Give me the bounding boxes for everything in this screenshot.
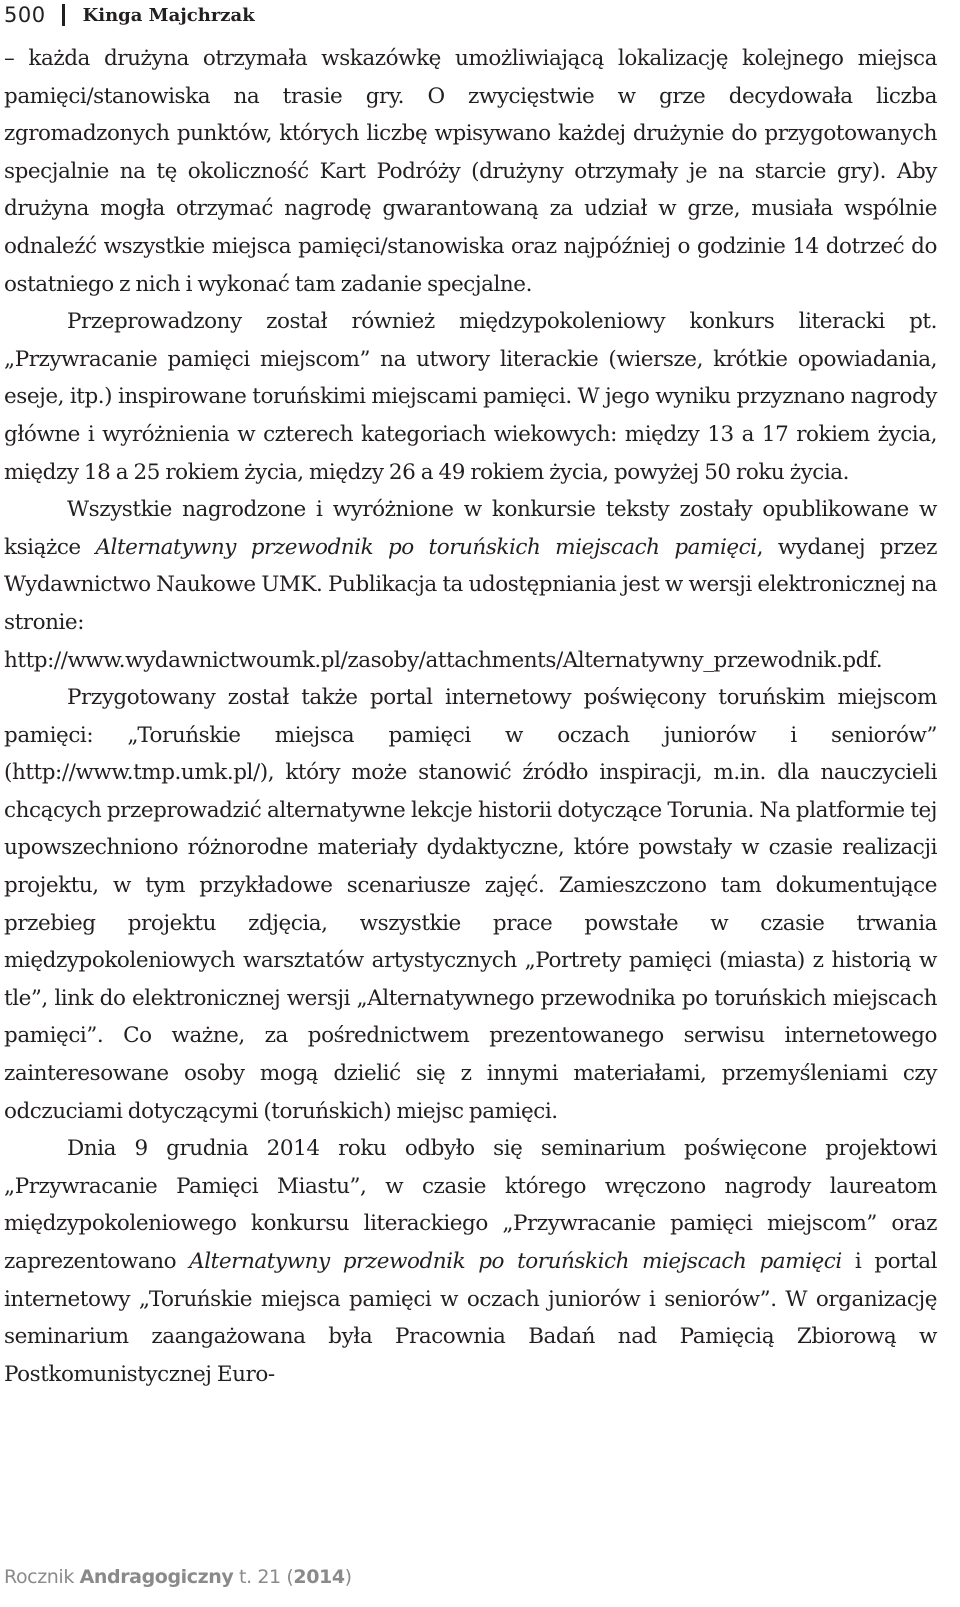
paragraph-text: – każda drużyna otrzymała wskazówkę umożliwiającą lokalizację kolejnego miejsca pamięci/stanowiska na trasie gry. O zwycięstwie w grze decydowała liczba zgromadzonych punktów, których liczbę wpisywano każdej drużynie do przygotowanych specjalnie na tę okoliczność Kart Podróży (drużyny otrzymały je na starcie gry). Aby drużyna mogła otrzymać nagrodę gwarantowaną za udział w grze, musiała wspólnie odnaleźć wszystkie miejsca pamięci/stanowiska oraz najpóźniej o godzinie 14 dotrzeć do ostatniego z nich i wykonać tam zadanie specjalne. [4, 46, 937, 297]
paragraph-text: Wszystkie nagrodzone i wyróżnione w konkursie teksty zostały opublikowane w książce [4, 497, 937, 560]
footer-close: ) [344, 1566, 352, 1588]
book-title-italic: Alternatywny przewodnik po toruńskich miejscach pamięci [95, 534, 757, 560]
running-head [4, 0, 255, 32]
book-title-italic: Alternatywny przewodnik po toruńskich miejscach pamięci [189, 1249, 842, 1274]
page-number: 500 [4, 3, 46, 27]
article-body [4, 40, 937, 1393]
footer-journal-prefix: Rocznik [4, 1566, 80, 1588]
paragraph-text: , wydanej przez Wydawnictwo Naukowe UMK. Publikacja ta udostępniania jest w wersji elektronicznej na stronie: http://www.wydawnictwoumk.pl/zasoby/attachments/Alternatywny_przewodnik.pdf. [4, 534, 937, 673]
paragraph-text: Przeprowadzony został również międzypokoleniowy konkurs literacki pt. „Przywracanie pamięci miejscom” na utwory literackie (wiersze, krótkie opowiadania, eseje, itp.) inspirowane toruńskimi miejscami pamięci. W jego wyniku przyznano nagrody główne i wyróżnienia w czterech kategoriach wiekowych: między 13 a 17 rokiem życia, między 18 a 25 rokiem życia, między 26 a 49 rokiem życia, powyżej 50 roku życia. [4, 309, 937, 485]
header-divider [62, 4, 65, 26]
paragraph [4, 303, 937, 491]
paragraph [4, 40, 937, 303]
paragraph [4, 1130, 937, 1393]
running-head-author: Kinga Majchrzak [82, 4, 255, 26]
paragraph-text: Przygotowany został także portal internetowy poświęcony toruńskim miejscom pamięci: „Toruńskie miejsca pamięci w oczach juniorów i seniorów” (http://www.tmp.umk.pl/), który może stanowić źródło inspiracji, m.in. dla nauczycieli chcących przeprowadzić alternatywne lekcje historii dotyczące Torunia. Na platformie tej upowszechniono różnorodne materiały dydaktyczne, które powstały w czasie realizacji projektu, w tym przykładowe scenariusze zajęć. Zamieszczono tam dokumentujące przebieg projektu zdjęcia, wszystkie prace powstałe w czasie trwania międzypokoleniowych warsztatów artystycznych „Portrety pamięci (miasta) z historią w tle”, link do elektronicznej wersji „Alternatywnego przewodnika po toruńskich miejscach pamięci”. Co ważne, za pośrednictwem prezentowanego serwisu internetowego zainteresowane osoby mogą dzielić się z innymi materiałami, przemyśleniami czy odczuciami dotyczącymi (toruńskich) miejsc pamięci. [4, 685, 937, 1124]
paragraph-text: Dnia 9 grudnia 2014 roku odbyło się seminarium poświęcone projektowi „Przywracanie Pamięci Miastu”, w czasie którego wręczono nagrody laureatom międzypokoleniowego konkursu literackiego „Przywracanie pamięci miejscom” oraz zaprezentowano [4, 1136, 937, 1274]
footer-journal-name: Andragogiczny [79, 1566, 234, 1588]
paragraph-text: i portal internetowy „Toruńskie miejsca pamięci w oczach juniorów i seniorów”. W organizację seminarium zaangażowana była Pracownia Badań nad Pamięcią Zbiorową w Postkomunistycznej Euro- [4, 1249, 937, 1387]
paragraph [4, 491, 937, 679]
footer-year: 2014 [293, 1566, 345, 1588]
paragraph [4, 679, 937, 1130]
journal-footer [4, 1566, 352, 1588]
footer-volume: t. 21 ( [233, 1566, 294, 1588]
